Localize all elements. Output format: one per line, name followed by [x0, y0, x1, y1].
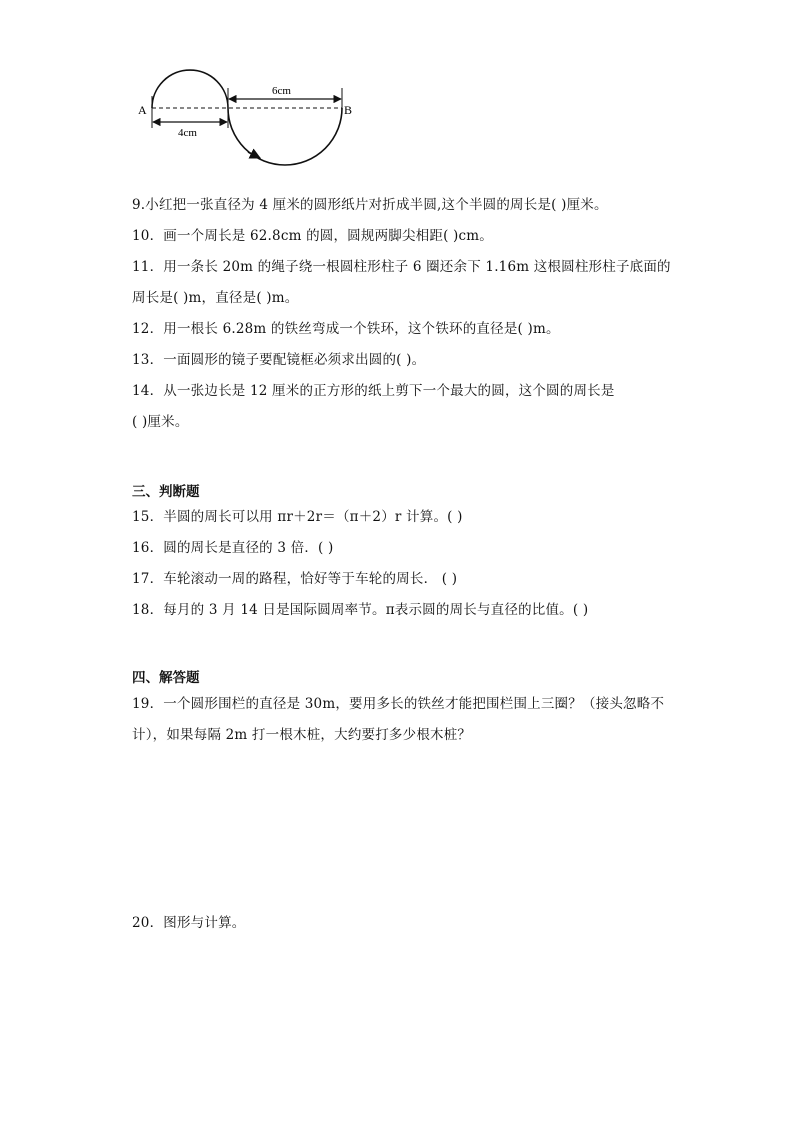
question-13: 13．一面圆形的镜子要配镜框必须求出圆的( )。 — [132, 352, 426, 368]
question-19-line2: 计），如果每隔 2m 打一根木桩，大约要打多少根木桩？ — [132, 727, 472, 743]
section-3-heading: 三、判断题 — [132, 484, 200, 500]
question-12: 12．用一根长 6.28m 的铁丝弯成一个铁环，这个铁环的直径是( )m。 — [132, 321, 560, 337]
label-b: B — [344, 103, 353, 117]
semicircle-path-figure — [132, 66, 362, 172]
question-9: 9.小红把一张直径为 4 厘米的圆形纸片对折成半圆,这个半圆的周长是( )厘米。 — [132, 197, 608, 213]
question-19-line1: 19．一个圆形围栏的直径是 30m，要用多长的铁丝才能把围栏围上三圈？（接头忽略不 — [132, 696, 665, 712]
lower-semicircle-arc — [228, 108, 342, 165]
question-14-line2: ( )厘米。 — [132, 414, 189, 430]
question-17: 17．车轮滚动一周的路程，恰好等于车轮的周长． ( ) — [132, 571, 458, 587]
section-4-heading: 四、解答题 — [132, 670, 200, 686]
dimension-bottom-label: 4cm — [178, 127, 197, 139]
question-11-line2: 周长是( )m，直径是( )m。 — [132, 290, 299, 306]
question-20: 20．图形与计算。 — [132, 915, 246, 931]
question-14-line1: 14．从一张边长是 12 厘米的正方形的纸上剪下一个最大的圆，这个圆的周长是 — [132, 383, 615, 399]
dimension-top-label: 6cm — [272, 85, 291, 97]
question-15: 15．半圆的周长可以用 πr＋2r＝（π＋2）r 计算。( ) — [132, 509, 463, 525]
upper-semicircle-arc — [152, 70, 228, 108]
label-a: A — [138, 103, 147, 117]
question-18: 18．每月的 3 月 14 日是国际圆周率节。π表示圆的周长与直径的比值。( ) — [132, 602, 589, 618]
question-10: 10．画一个周长是 62.8cm 的圆，圆规两脚尖相距( )cm。 — [132, 228, 493, 244]
question-11-line1: 11．用一条长 20m 的绳子绕一根圆柱形柱子 6 圈还余下 1.16m 这根圆柱形柱子底面的 — [132, 259, 671, 275]
path-direction-arrow — [248, 152, 260, 158]
question-16: 16．圆的周长是直径的 3 倍．( ) — [132, 540, 334, 556]
